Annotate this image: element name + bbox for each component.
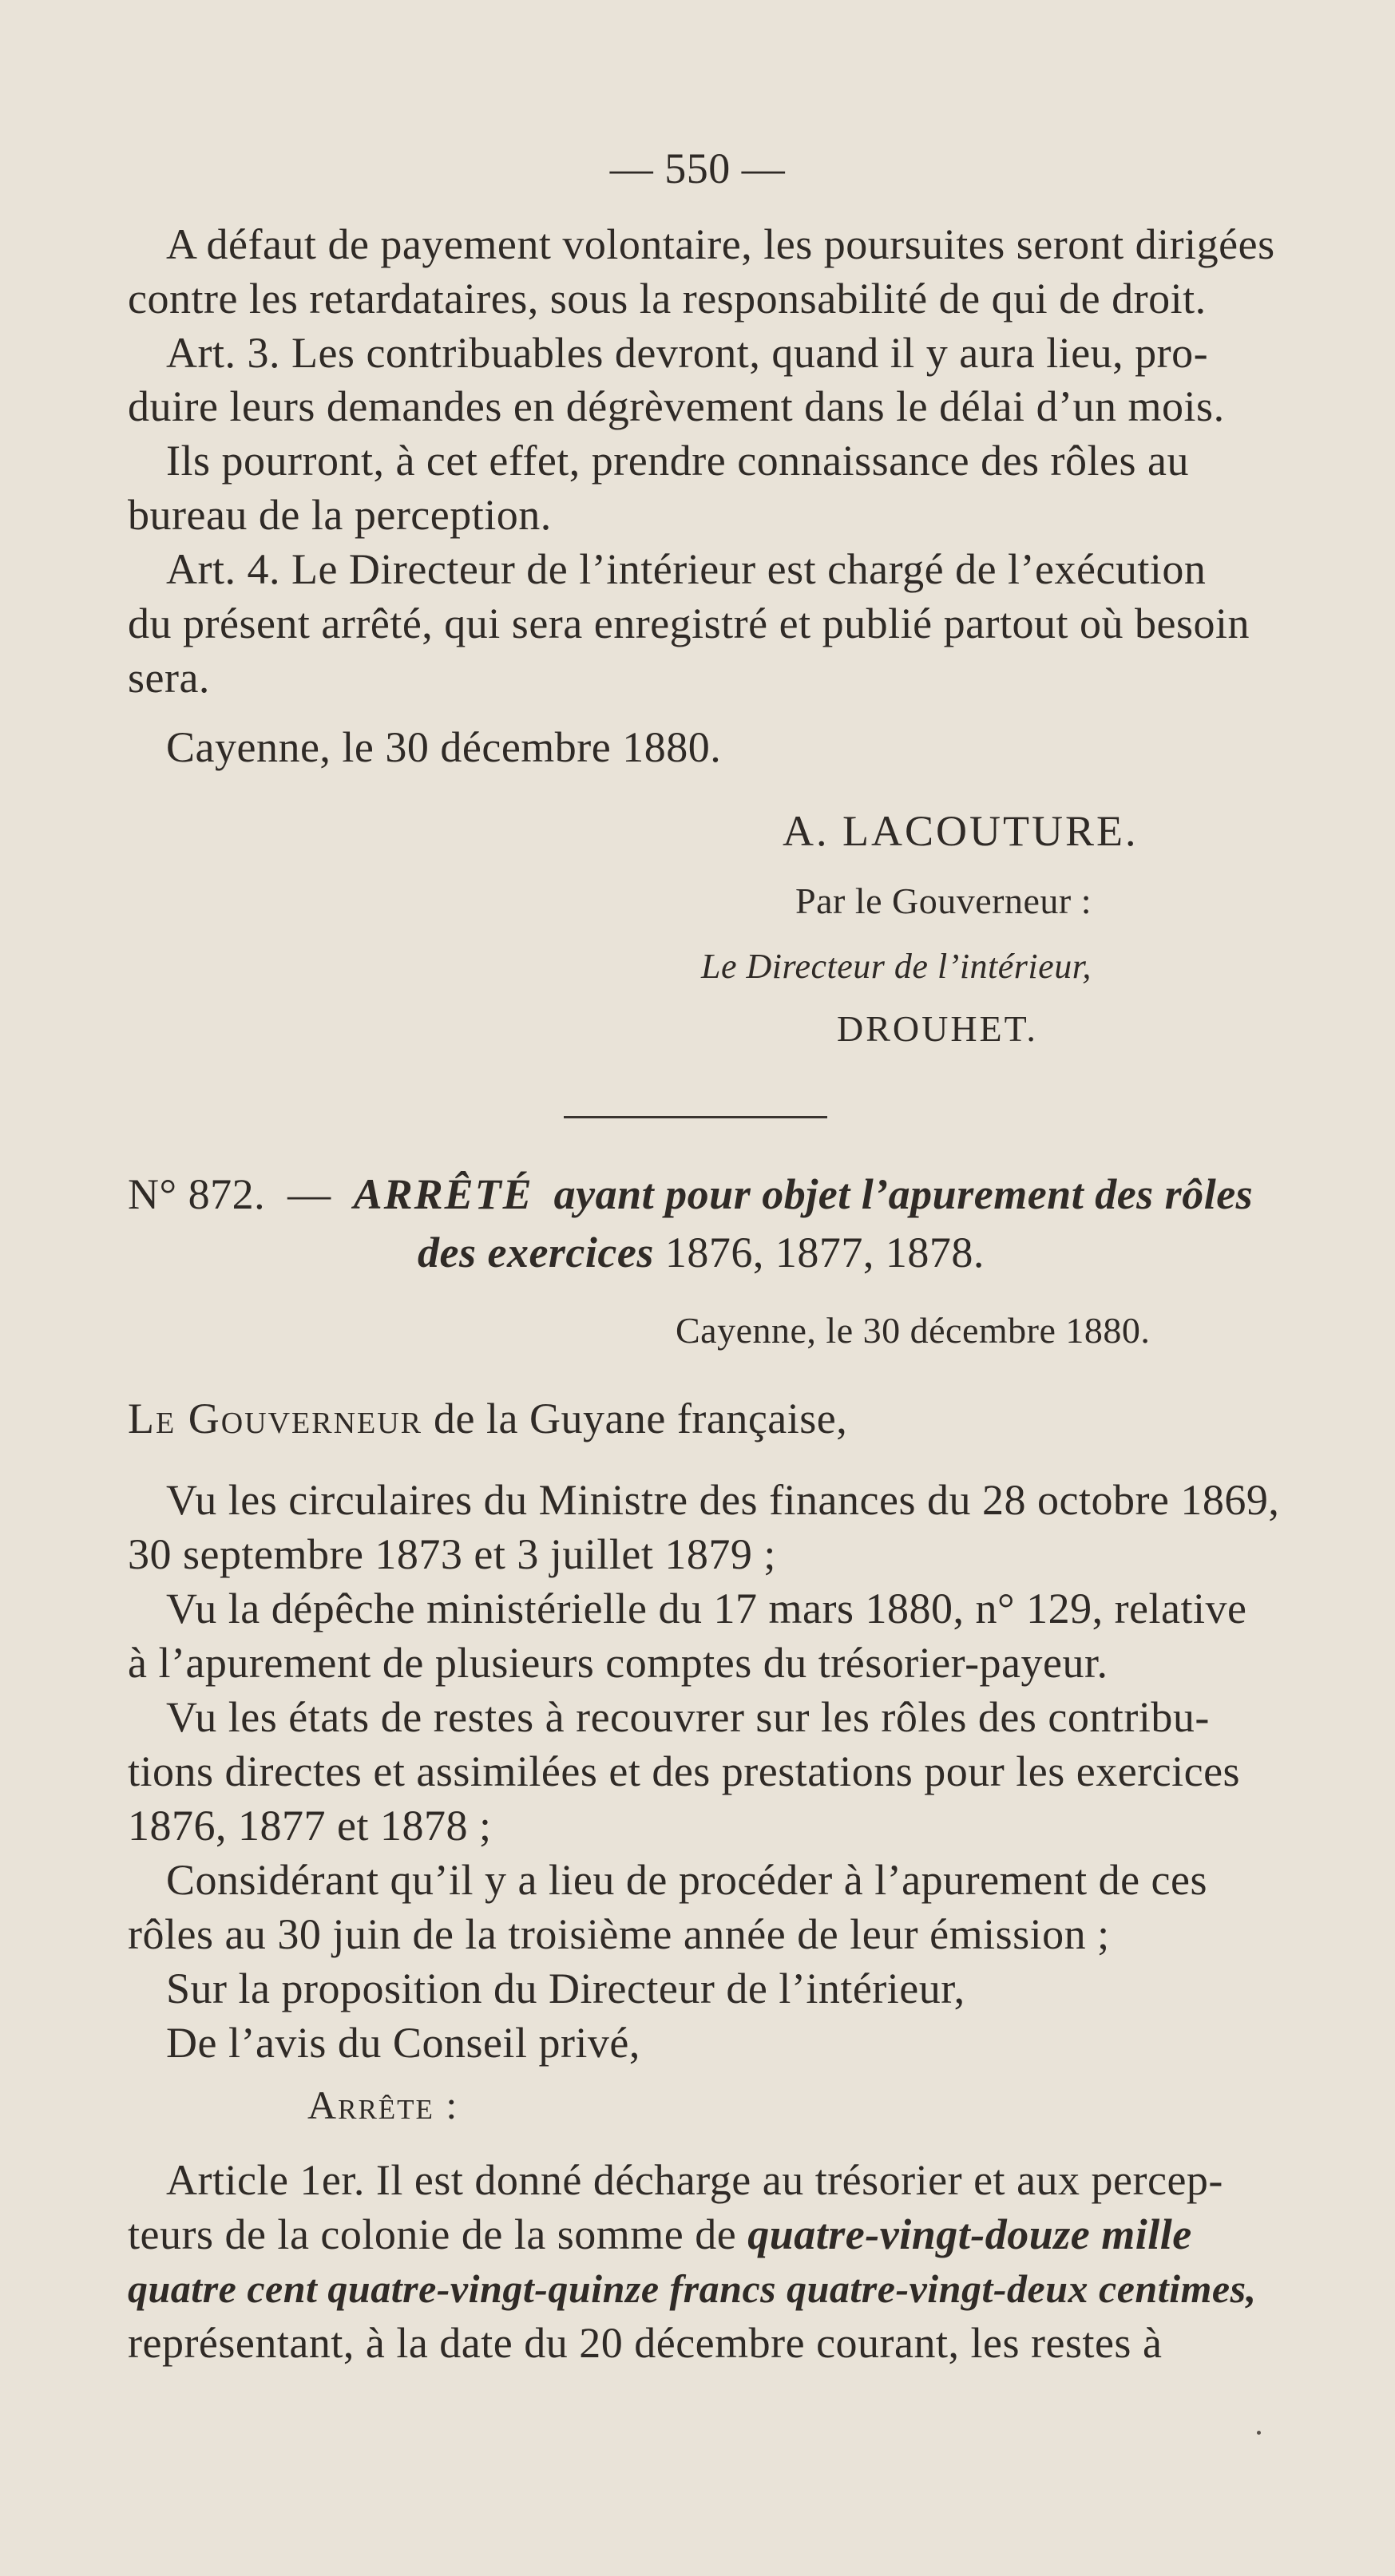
heading-exercices: des exercices — [418, 1229, 654, 1276]
text-line: 30 septembre 1873 et 3 juillet 1879 ; — [128, 1530, 776, 1578]
page-number: — 550 — — [609, 144, 786, 192]
governor-line — [128, 1394, 1326, 1443]
decree-title: ARRÊTÉ — [353, 1170, 533, 1218]
text-line: Considérant qu’il y a lieu de procéder à l’apurement de ces — [166, 1856, 1207, 1904]
text-line: représentant, à la date du 20 décembre courant, les restes à — [128, 2319, 1163, 2367]
text-line: Vu les circulaires du Ministre des finances du 28 octobre 1869, — [166, 1476, 1280, 1524]
text-line: duire leurs demandes en dégrèvement dans le délai d’un mois. — [128, 382, 1225, 430]
text-line: Sur la proposition du Directeur de l’intérieur, — [166, 1965, 965, 2012]
text-line: bureau de la perception. — [128, 491, 552, 539]
text-line: Art. 3. Les contribuables devront, quand il y aura lieu, pro- — [166, 329, 1209, 377]
text-line: Art. 4. Le Directeur de l’intérieur est chargé de l’exécution — [166, 545, 1207, 593]
text-line: Ils pourront, à cet effet, prendre connaissance des rôles au — [166, 437, 1189, 485]
director-title: Le Directeur de l’intérieur, — [701, 947, 1092, 986]
article-1-sum-start: quatre-vingt-douze mille — [747, 2210, 1192, 2258]
text-line: De l’avis du Conseil privé, — [166, 2019, 640, 2067]
article-1-plain: teurs de la colonie de la somme de — [128, 2210, 737, 2258]
governor-label: Le Gouverneur — [128, 1395, 423, 1442]
signature: A. LACOUTURE. — [783, 807, 1139, 855]
text-line: Vu les états de restes à recouvrer sur les rôles des contribu- — [166, 1693, 1210, 1741]
text-line: du présent arrêté, qui sera enregistré et publié partout où besoin — [128, 599, 1250, 647]
article-1-line — [166, 2155, 1364, 2205]
text-line: A défaut de payement volontaire, les poursuites seront dirigées — [166, 220, 1275, 268]
decree-number: N° 872. — [128, 1170, 266, 1218]
director-name: DROUHET. — [837, 1008, 1038, 1049]
text-line: rôles au 30 juin de la troisième année de leur émission ; — [128, 1910, 1110, 1958]
arrete-label: Arrête : — [307, 2083, 459, 2127]
text-line: sera. — [128, 654, 210, 702]
by-governor: Par le Gouverneur : — [795, 880, 1092, 921]
section-divider — [564, 1116, 827, 1118]
decree-subject: ayant pour objet l’apurement des rôles — [553, 1170, 1254, 1218]
article-1-line2 — [128, 2210, 1326, 2259]
article-1-text: Il est donné décharge au trésorier et aux percep- — [375, 2156, 1223, 2204]
governor-rest: de la Guyane française, — [434, 1395, 848, 1442]
text-line: tions directes et assimilées et des prestations pour les exercices — [128, 1747, 1241, 1795]
heading-dash: — — [287, 1170, 331, 1218]
text-line: contre les retardataires, sous la responsabilité de qui de droit. — [128, 275, 1207, 322]
decree-heading-line2 — [418, 1228, 1376, 1277]
text-line: Vu la dépêche ministérielle du 17 mars 1880, n° 129, relative — [166, 1585, 1247, 1632]
text-line: 1876, 1877 et 1878 ; — [128, 1802, 492, 1850]
text-line: à l’apurement de plusieurs comptes du trésorier-payeur. — [128, 1639, 1108, 1687]
place-date-line: Cayenne, le 30 décembre 1880. — [166, 723, 722, 771]
ink-dot — [1257, 2431, 1261, 2435]
article-1-sum-end: quatre cent quatre-vingt-quinze francs quatre-vingt-deux centimes, — [128, 2266, 1257, 2311]
heading-years: 1876, 1877, 1878. — [664, 1229, 985, 1276]
decree-heading — [128, 1169, 1326, 1219]
dateline: Cayenne, le 30 décembre 1880. — [676, 1310, 1151, 1351]
article-1-label: Article 1er. — [166, 2156, 365, 2204]
